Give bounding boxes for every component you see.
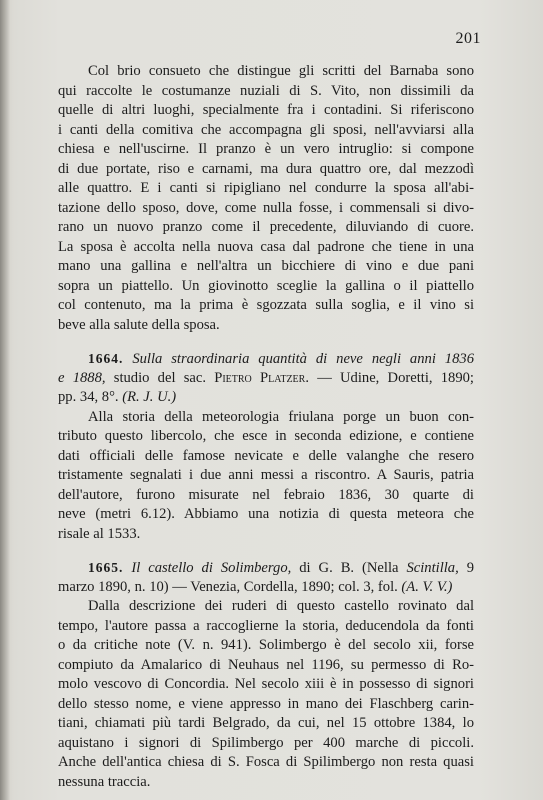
entry-title-continued: e 1888,	[58, 369, 106, 386]
entry-header-line	[58, 388, 474, 408]
text-line: o da critiche note (V. n. 941). Solimbergo è del secolo xii, forse	[58, 637, 474, 653]
text-line: qui raccolte le costumanze nuziali di S. Vito, non dissimili da	[58, 82, 474, 99]
text-line: neve (metri 6.12). Abbiamo una notizia di questa meteora che	[58, 506, 474, 522]
entry-number: 1664.	[88, 351, 124, 366]
bibliography-entry	[58, 558, 474, 792]
text-line: di due portate, riso e carnami, ma dura quattro ore, dal mezzodì	[58, 160, 474, 177]
reviewer-signature: (R. J. U.)	[122, 389, 177, 405]
text-line: beve alla salute della sposa.	[58, 316, 220, 333]
entry-number: 1665.	[88, 560, 124, 575]
entry-citation-text: studio del sac.	[105, 369, 215, 386]
text-line: chiesa e nell'uscirne. Il pranzo è un vero intruglio: si compone	[58, 141, 474, 157]
text-line: tributo questo libercolo, che esce in seconda edizione, e contiene	[58, 428, 474, 444]
entry-author: Pietro Platzer	[214, 369, 306, 386]
text-line: compiuto da Amalarico di Neuhaus nel 1196, su permesso di Ro-	[58, 656, 474, 673]
text-line: dati officiali delle famose nevicate e delle valanghe che resero	[58, 447, 474, 464]
text-line: alle quattro. E i canti si ripigliano nel condurre la sposa all'abi-	[58, 180, 474, 196]
entry-citation-text: 9	[458, 560, 474, 576]
page-text	[58, 62, 474, 792]
text-line: quelle di altri luoghi, specialmente fra i contadini. Si riferiscono	[58, 102, 474, 118]
entry-header-line	[58, 349, 474, 369]
entry-citation-text: marzo 1890, n. 10) — Venezia, Cordella, 1890; col. 3, fol.	[58, 578, 402, 595]
text-line: mano una gallina e nell'altra un bicchiere di vino e due pani	[58, 258, 474, 274]
text-line: tiani, chiamati più tardi Belgrado, da cui, nel 15 ottobre 1384, lo	[58, 715, 474, 731]
text-line: Anche dell'antica chiesa di S. Fosca di Spilimbergo non resta quasi	[58, 754, 474, 770]
entry-header-line	[58, 558, 474, 578]
text-line: La sposa è accolta nella nuova casa dal padrone che tiene in una	[58, 238, 474, 255]
bibliography-entry	[58, 349, 474, 544]
text-line: col contenuto, ma la prima è sgozzata sulla soglia, e il vino si	[58, 297, 474, 313]
text-line: Alla storia della meteorologia friulana porge un buon con-	[88, 408, 474, 425]
text-line: i canti della comitiva che accompagna gli sposi, nell'avviarsi alla	[58, 121, 474, 138]
text-line: tristamente segnalati i due anni messi a riscontro. A Sauris, patria	[58, 467, 474, 483]
text-line: tempo, l'autore passa a raccoglierne la storia, deducendola da fonti	[58, 617, 474, 634]
entry-citation-text: di G. B. (Nella	[291, 560, 407, 576]
entry-title: Il castello di Solimbergo,	[131, 560, 292, 576]
opening-paragraph	[58, 62, 474, 335]
text-line: rano un nuovo pranzo come il precedente, diluviando di cuore.	[58, 219, 474, 235]
text-line: dell'autore, furono misurate nel febraio 1836, 30 quarte di	[58, 486, 474, 503]
entry-title: Sulla straordinaria quantità di neve negli anni 1836	[132, 351, 474, 367]
text-line: nessuna traccia.	[58, 773, 151, 790]
text-line: Col brio consueto che distingue gli scritti del Barnaba sono	[88, 63, 474, 79]
entry-header-line	[58, 369, 474, 389]
text-line: molo vescovo di Concordia. Nel secolo xiii è in possesso di signori	[58, 676, 474, 692]
entry-citation-text: . — Udine, Doretti, 1890;	[305, 369, 474, 386]
entry-citation-text: pp. 34, 8°.	[58, 389, 123, 405]
reviewer-signature: (A. V. V.)	[401, 578, 453, 595]
text-line: Dalla descrizione dei ruderi di questo castello rovinato dal	[88, 598, 474, 614]
book-spine-shadow	[0, 0, 10, 800]
text-line: tazione dello sposo, dove, come nulla fosse, i commensali si divo-	[58, 199, 474, 216]
page-number: 201	[455, 30, 481, 47]
text-line: risale al 1533.	[58, 525, 141, 542]
text-line: sopra un piattello. Un giovinotto sceglie la gallina o il piattello	[58, 277, 474, 294]
text-line: aquistano i signori di Spilimbergo per 400 marche di piccoli.	[58, 734, 474, 751]
journal-name: Scintilla,	[406, 560, 459, 576]
text-line: dello stesso nome, e viene appresso in mano dei Flaschberg carin-	[58, 695, 474, 712]
entry-header-line	[58, 578, 474, 598]
